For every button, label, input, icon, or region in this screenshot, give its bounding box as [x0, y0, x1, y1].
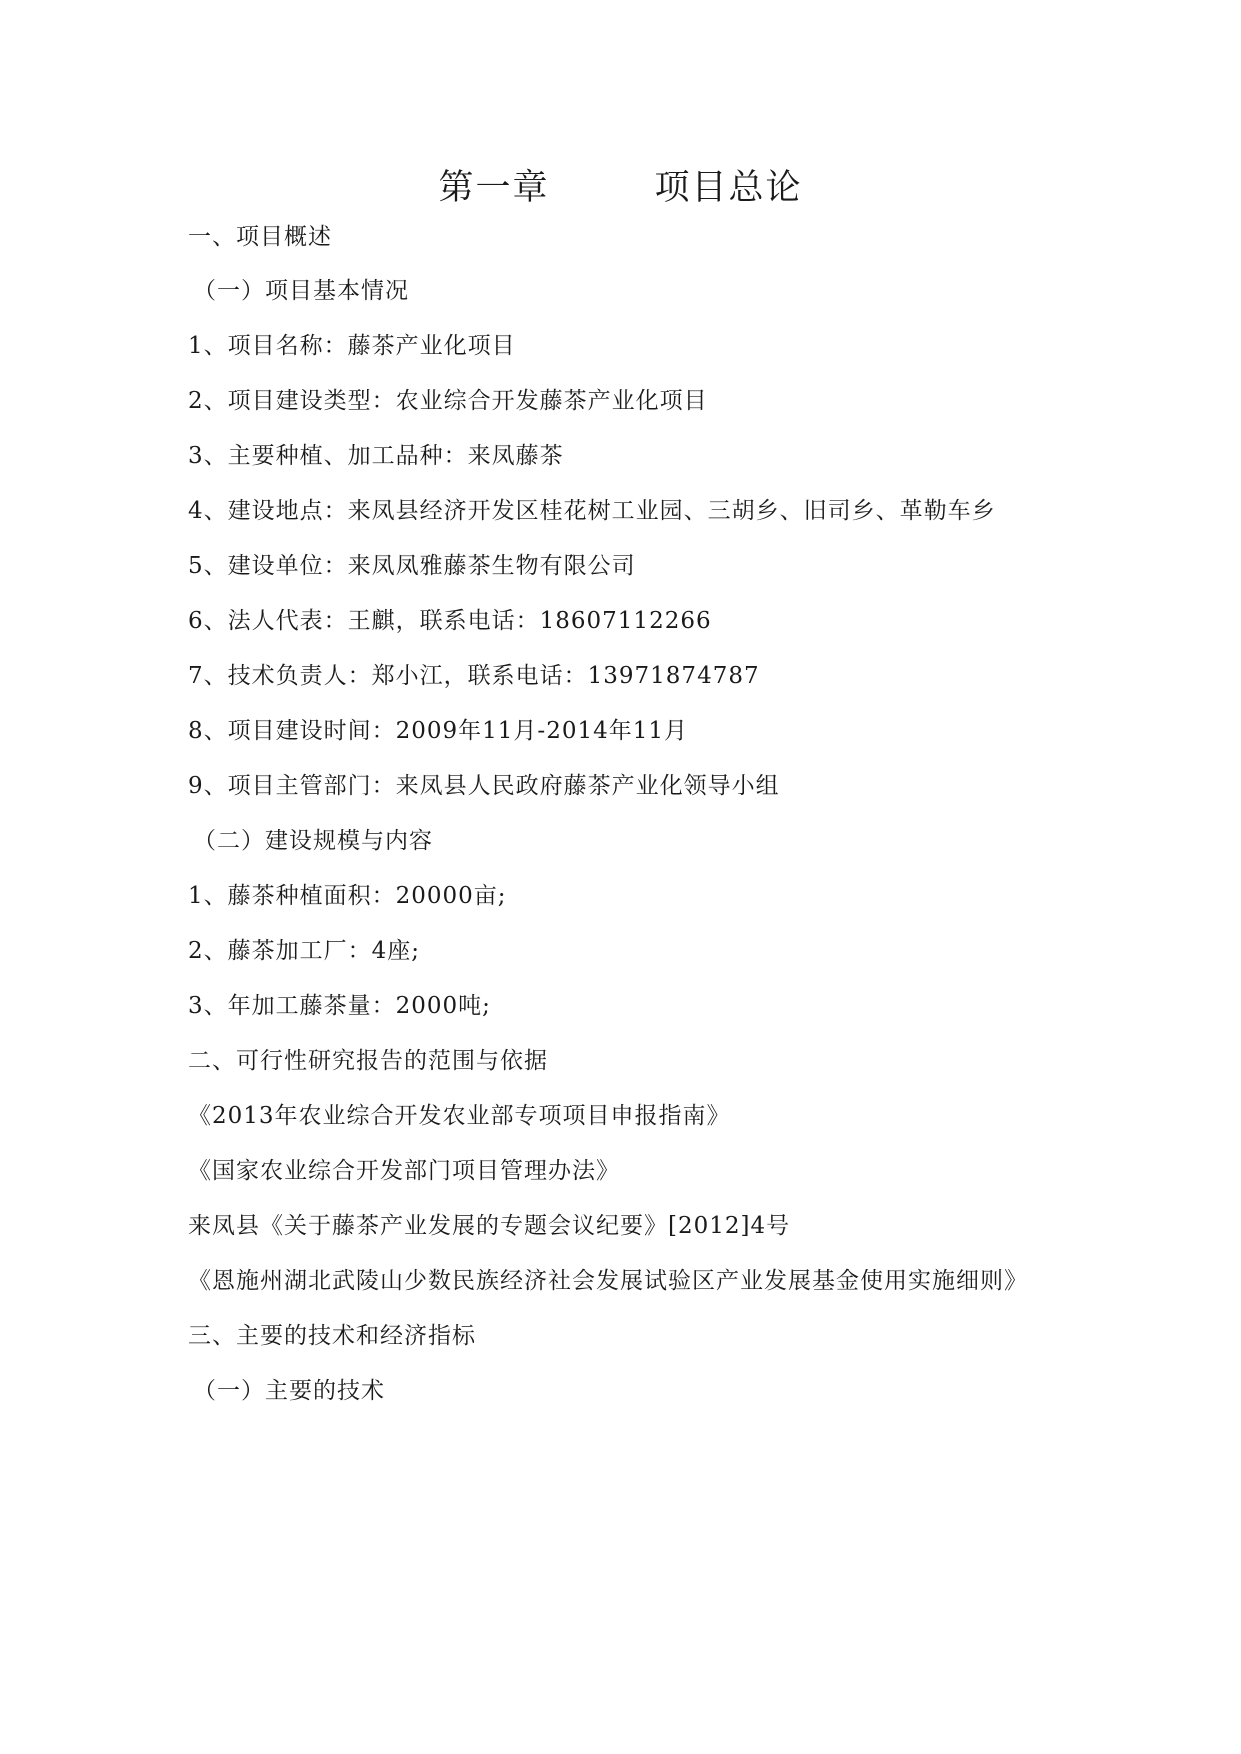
- text-line: 《2013年农业综合开发农业部专项项目申报指南》: [188, 1103, 731, 1129]
- text-line: 2、藤茶加工厂：4座;: [188, 938, 421, 964]
- text-line: 8、项目建设时间：2009年11月-2014年11月: [188, 718, 689, 744]
- text-line: 1、项目名称：藤茶产业化项目: [188, 333, 516, 359]
- text-line: 2、项目建设类型：农业综合开发藤茶产业化项目: [188, 388, 708, 414]
- text-line: 5、建设单位：来凤凤雅藤茶生物有限公司: [188, 553, 636, 579]
- text-line: 7、技术负责人：郑小江，联系电话：13971874787: [188, 663, 760, 689]
- text-line: 3、年加工藤茶量：2000吨;: [188, 993, 491, 1019]
- subsection-heading: （一）主要的技术: [193, 1378, 385, 1404]
- text-line: 《国家农业综合开发部门项目管理办法》: [188, 1158, 620, 1184]
- text-line: 3、主要种植、加工品种：来凤藤茶: [188, 443, 564, 469]
- section-heading: 一、项目概述: [188, 224, 332, 250]
- section-heading: 二、可行性研究报告的范围与依据: [188, 1048, 548, 1074]
- subsection-heading: （一）项目基本情况: [193, 278, 409, 304]
- text-line: 来凤县《关于藤茶产业发展的专题会议纪要》[2012]4号: [188, 1213, 791, 1239]
- chapter-title: 第一章 项目总论: [438, 168, 803, 208]
- text-line: 《恩施州湖北武陵山少数民族经济社会发展试验区产业发展基金使用实施细则》: [188, 1268, 1028, 1294]
- subsection-heading: （二）建设规模与内容: [193, 828, 433, 854]
- text-line: 1、藤茶种植面积：20000亩;: [188, 883, 507, 909]
- section-heading: 三、主要的技术和经济指标: [188, 1323, 476, 1349]
- text-line: 9、项目主管部门：来凤县人民政府藤茶产业化领导小组: [188, 773, 780, 799]
- text-line: 4、建设地点：来凤县经济开发区桂花树工业园、三胡乡、旧司乡、革勒车乡: [188, 498, 996, 524]
- text-line: 6、法人代表：王麒，联系电话：18607112266: [188, 608, 712, 634]
